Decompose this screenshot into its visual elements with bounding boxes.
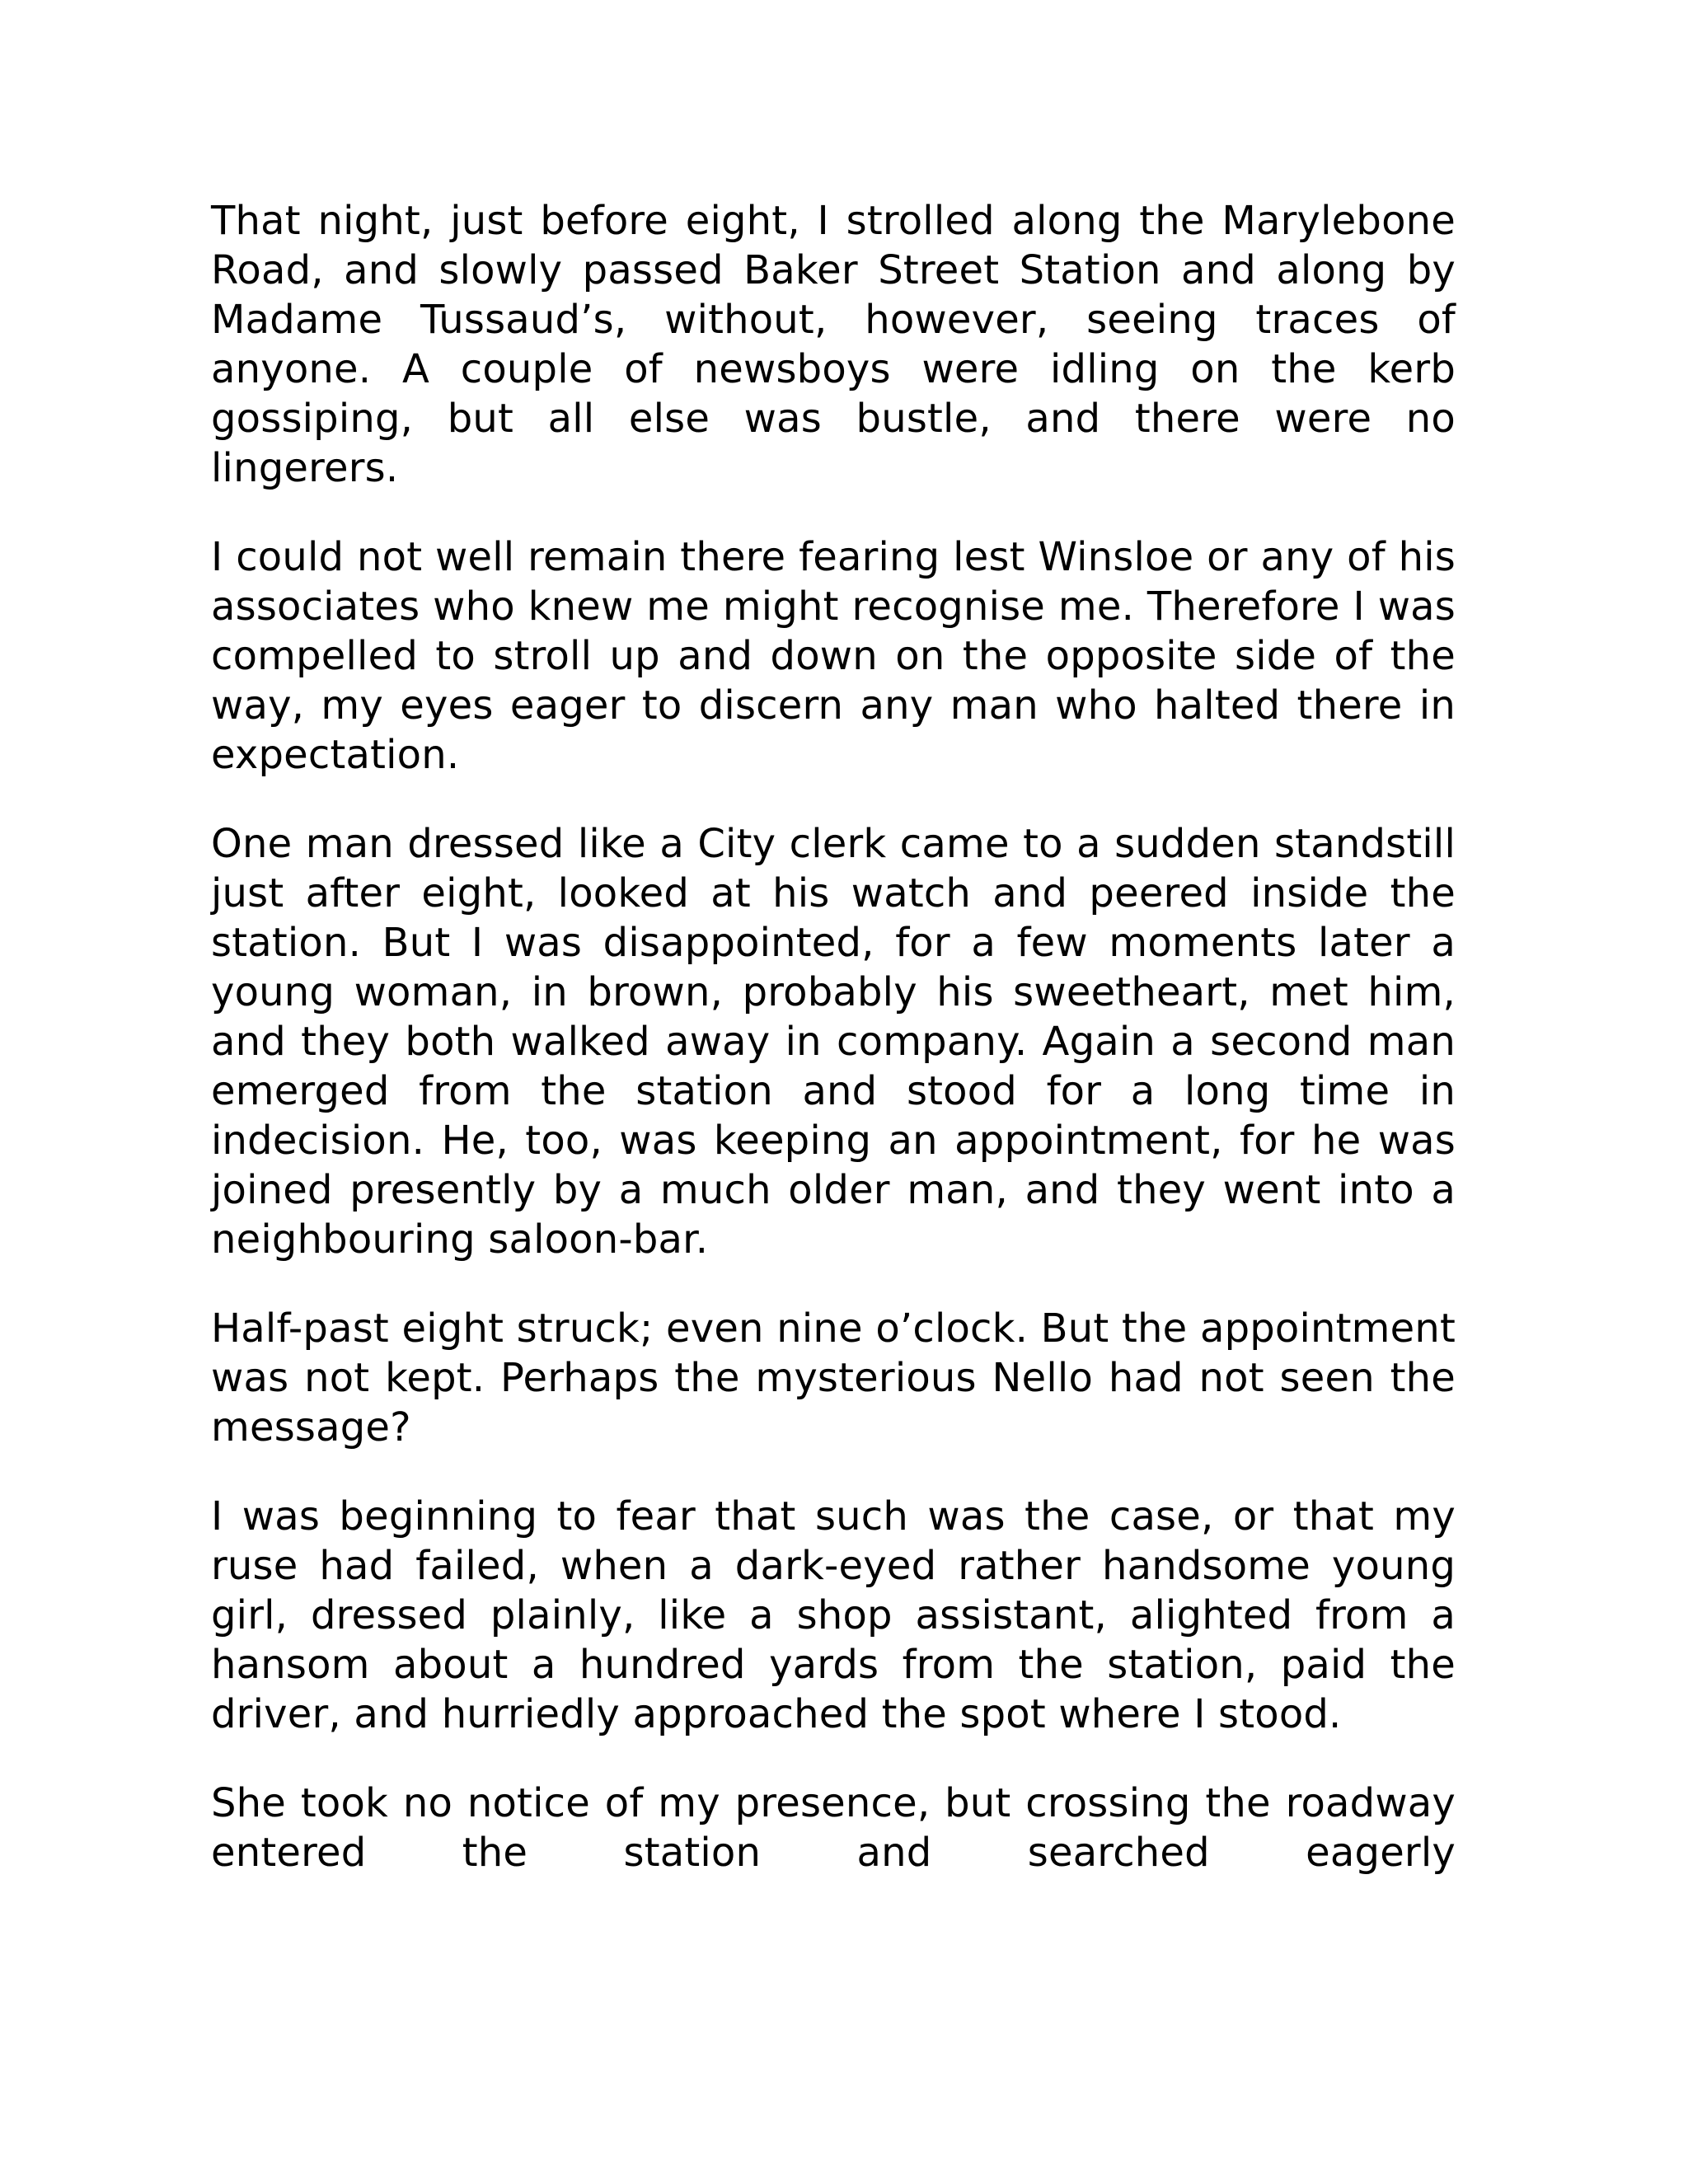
body-text (211, 196, 1456, 1877)
paragraph-1: That night, just before eight, I strolled along the Marylebone Road, and slowly passed Baker Street Station and along by Madame Tussaud’s, without, however, seeing traces of anyone. A couple of newsboys were idling on the kerb gossiping, but all else was bustle, and there were no lingerers. (211, 198, 1456, 491)
paragraph-3: One man dressed like a City clerk came to a sudden standstill just after eight, looked at his watch and peered inside the station. But I was disappointed, for a few moments later a young woman, in brown, probably his sweetheart, met him, and they both walked away in company. Again a second man emerged from the station and stood for a long time in indecision. He, too, was keeping an appointment, for he was joined presently by a much older man, and they went into a neighbouring saloon-bar. (211, 821, 1456, 1263)
paragraph-4: Half-past eight struck; even nine o’clock. But the appointment was not kept. Perhaps the mysterious Nello had not seen the message? (211, 1305, 1456, 1451)
paragraph-6: She took no notice of my presence, but crossing the roadway entered the station and searched eagerly (211, 1780, 1456, 1876)
paragraph-5: I was beginning to fear that such was the case, or that my ruse had failed, when a dark-eyed rather handsome young girl, dressed plainly, like a shop assistant, alighted from a hansom about a hundred yards from the station, paid the driver, and hurriedly approached the spot where I stood. (211, 1493, 1456, 1737)
paragraph-2: I could not well remain there fearing lest Winsloe or any of his associates who knew me might recognise me. Therefore I was compelled to stroll up and down on the opposite side of the way, my eyes eager to discern any man who halted there in expectation. (211, 534, 1456, 778)
